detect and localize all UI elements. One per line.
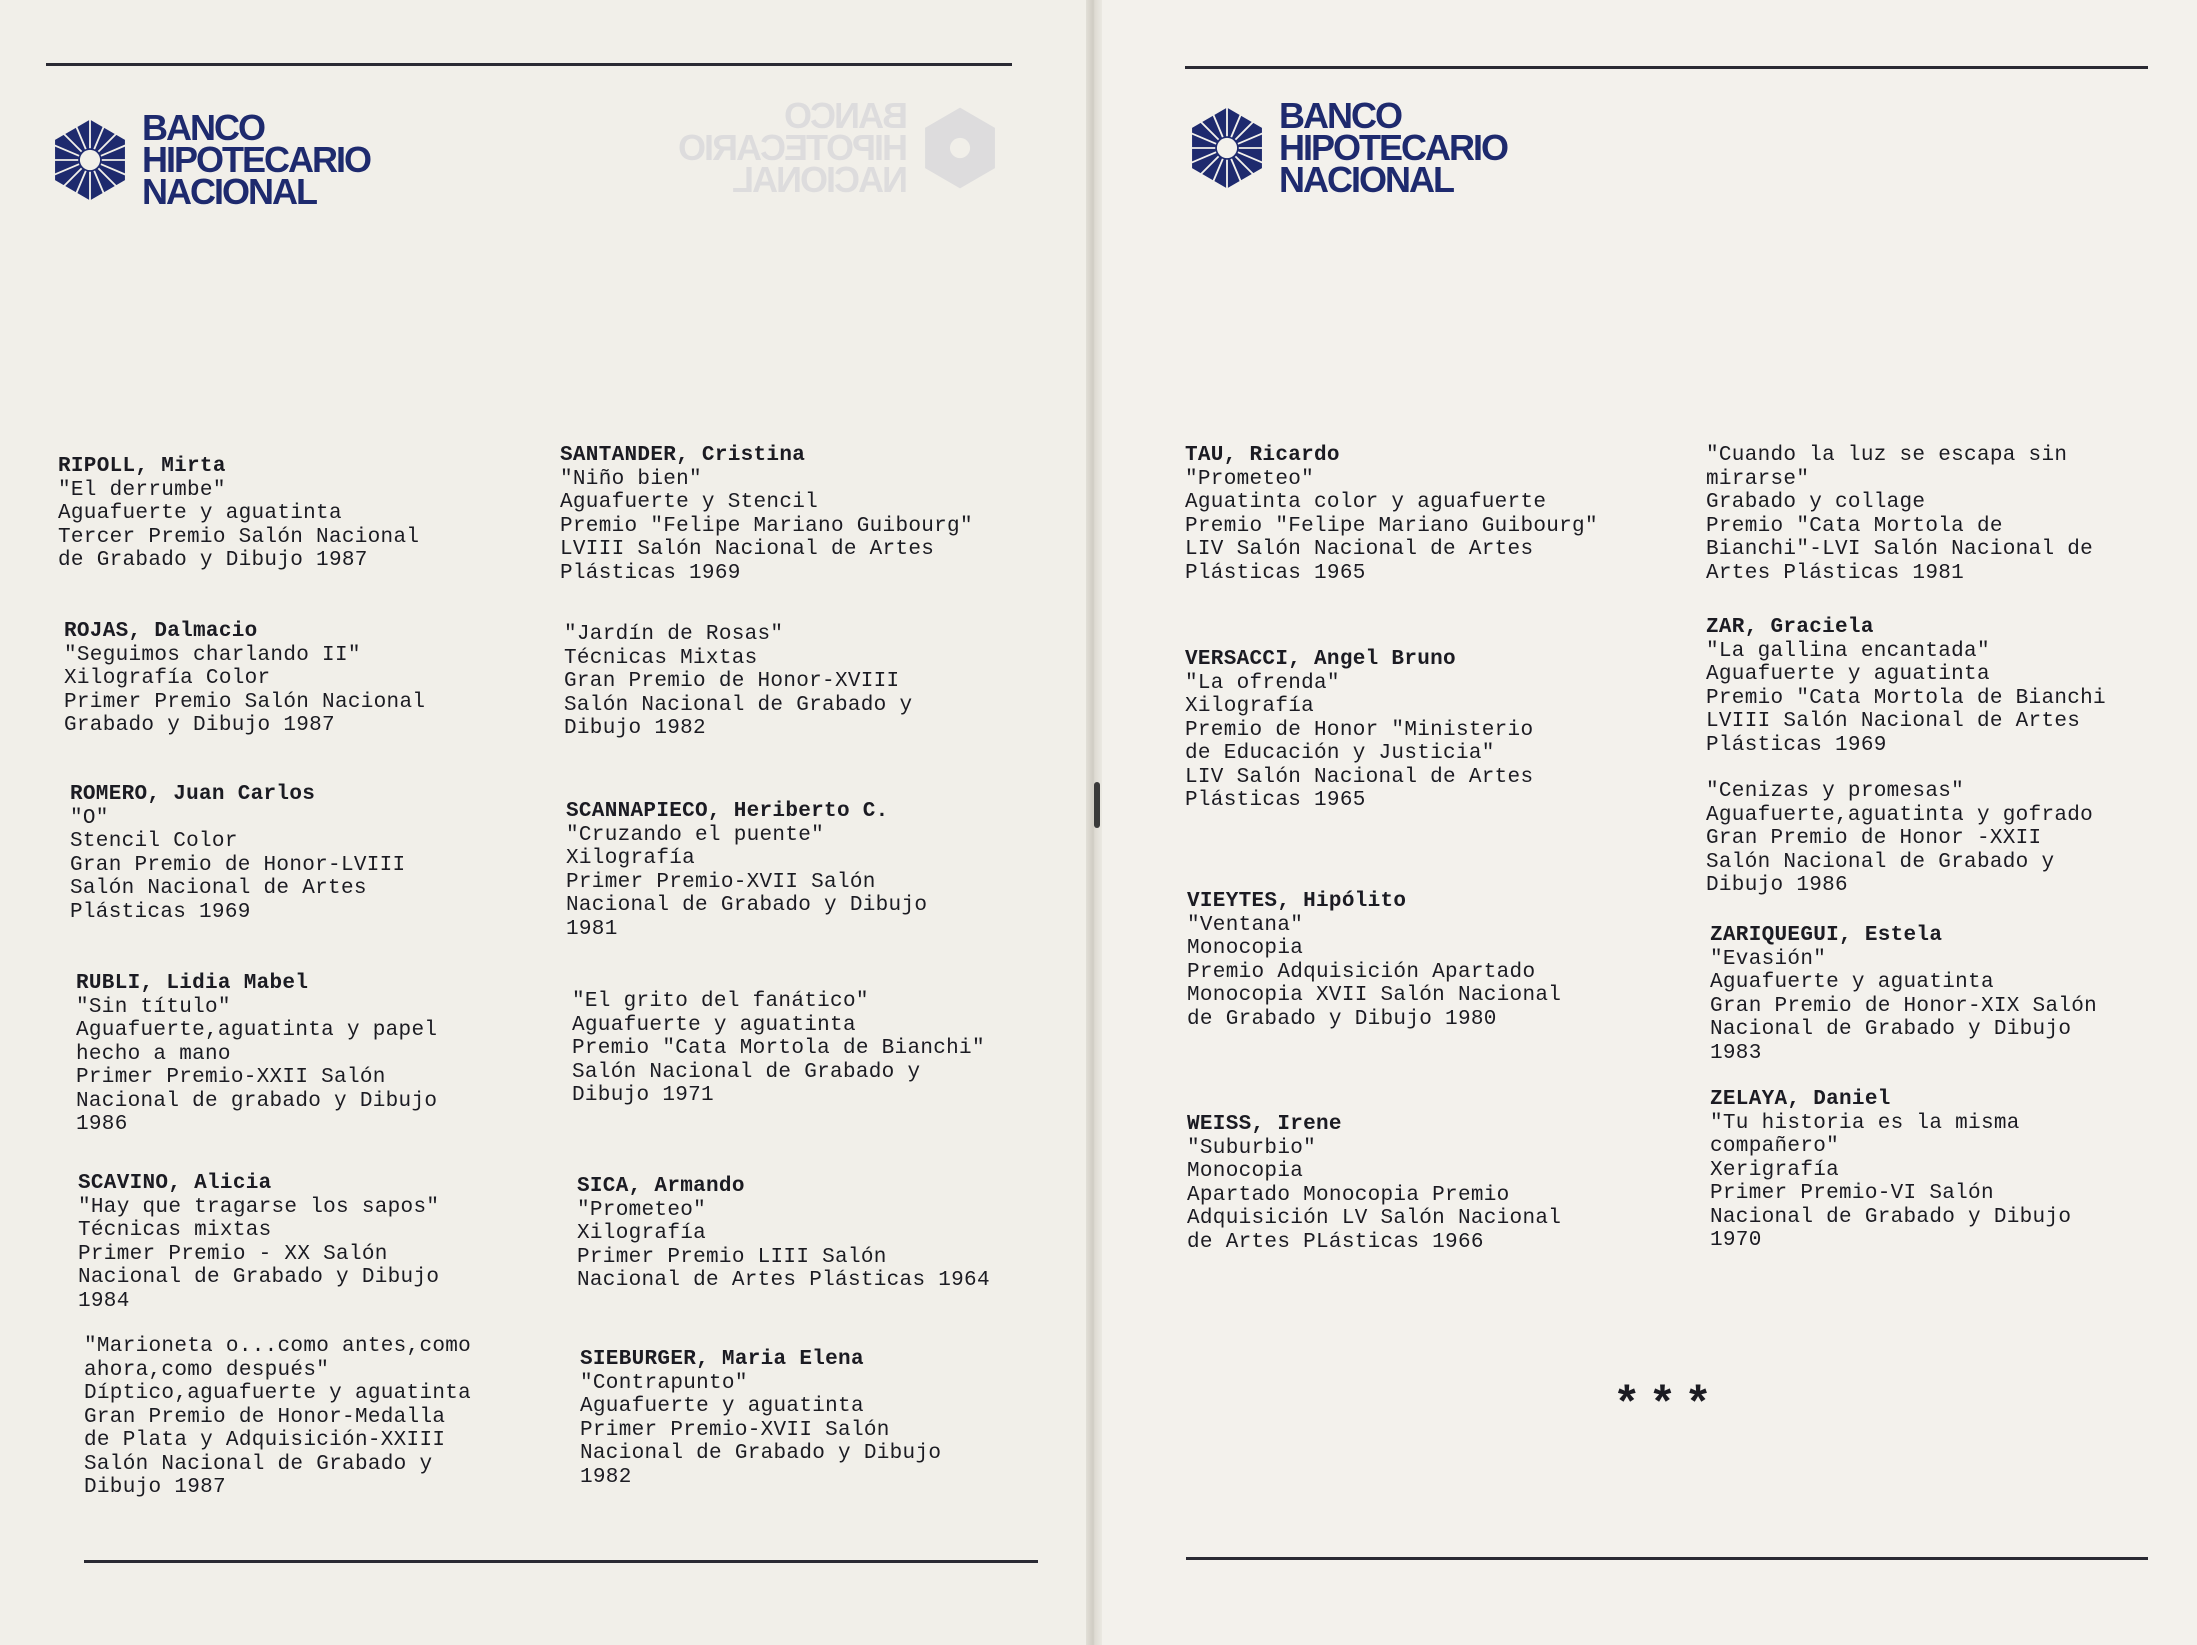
entry-line: Stencil Color <box>70 830 238 853</box>
artist-name: ZARIQUEGUI, Estela <box>1710 924 1943 947</box>
logo-line-2: HIPOTECARIO <box>1279 127 1508 168</box>
entry-line: Bianchi"-LVI Salón Nacional de <box>1706 538 2094 561</box>
entry-line: Grabado y Dibujo 1987 <box>64 714 335 737</box>
entry-line: Nacional de Grabado y Dibujo <box>1710 1205 2072 1229</box>
entry-line: Técnicas Mixtas <box>564 646 758 670</box>
artist-entry <box>1710 924 2097 1065</box>
entry-line: Plásticas 1969 <box>560 561 741 585</box>
entry-line: de Artes PLásticas 1966 <box>1187 1230 1484 1254</box>
entry-line: Monocopia <box>1187 1160 1304 1183</box>
artist-entry <box>1710 1088 2071 1253</box>
entry-line: Primer Premio - XX Salón <box>78 1242 388 1266</box>
entry-line: Primer Premio-XXII Salón <box>76 1066 386 1089</box>
entry-line: "Marioneta o...como antes,como <box>84 1335 472 1358</box>
artist-name: RIPOLL, Mirta <box>58 455 226 478</box>
entry-line: Nacional de Grabado y Dibujo <box>1710 1018 2072 1041</box>
logo-line-1: BANCO <box>1279 95 1401 136</box>
entry-line: Tercer Premio Salón Nacional <box>58 525 420 549</box>
entry-line: Aguafuerte,aguatinta y gofrado <box>1706 803 2094 827</box>
artist-name: SANTANDER, Cristina <box>560 444 806 467</box>
entry-line: Nacional de Grabado y Dibujo <box>78 1266 440 1289</box>
entry-line: 1986 <box>76 1113 128 1136</box>
entry-line: Plásticas 1969 <box>70 900 251 924</box>
ghost-line-3: NACIONAL <box>734 159 909 200</box>
artist-entry <box>64 620 425 738</box>
entry-line: "Cuando la luz se escapa sin <box>1706 444 2068 467</box>
entry-line: Primer Premio-XVII Salón <box>580 1418 890 1442</box>
artist-entry <box>76 972 437 1137</box>
entry-line: de Plata y Adquisición-XXIII <box>84 1429 446 1452</box>
artist-entry <box>566 800 927 941</box>
ghost-line-1: BANCO <box>786 95 909 136</box>
entry-line: Premio de Honor "Ministerio <box>1185 718 1534 742</box>
entry-line: Salón Nacional de Grabado y <box>572 1060 921 1084</box>
entry-line: Premio "Felipe Mariano Guibourg" <box>1185 514 1598 538</box>
artist-entry <box>1706 780 2093 898</box>
artist-name: VIEYTES, Hipólito <box>1187 890 1407 913</box>
bottom-rule-left <box>84 1560 1038 1563</box>
entry-line: Primer Premio LIII Salón <box>577 1245 887 1269</box>
entry-line: Aguafuerte y aguatinta <box>58 502 342 525</box>
bank-logo-left <box>48 107 371 212</box>
entry-line: "El derrumbe" <box>58 478 226 502</box>
artist-entry <box>577 1175 990 1293</box>
entry-line: ahora,como después" <box>84 1358 330 1382</box>
entry-line: "Prometeo" <box>1185 467 1315 491</box>
entry-line: Díptico,aguafuerte y aguatinta <box>84 1382 472 1405</box>
entry-line: Nacional de Artes Plásticas 1964 <box>577 1269 990 1292</box>
artist-name: SCAVINO, Alicia <box>78 1172 272 1195</box>
entry-line: Aguafuerte,aguatinta y papel <box>76 1019 438 1042</box>
entry-line: 1983 <box>1710 1041 1762 1065</box>
entry-line: Xilografía <box>577 1222 707 1245</box>
sunburst-logo-icon <box>48 118 132 202</box>
artist-name: ROJAS, Dalmacio <box>64 620 258 643</box>
top-rule-left <box>46 63 1012 66</box>
entry-line: "Hay que tragarse los sapos" <box>78 1195 440 1219</box>
entry-line: hecho a mano <box>76 1042 231 1066</box>
entry-line: compañero" <box>1710 1135 1840 1158</box>
artist-entry <box>70 783 405 924</box>
entry-line: "Jardín de Rosas" <box>564 623 784 646</box>
sunburst-logo-icon <box>1185 106 1269 190</box>
entry-line: "Contrapunto" <box>580 1371 748 1395</box>
end-mark: *** <box>1613 1380 1720 1432</box>
artist-name: ROMERO, Juan Carlos <box>70 783 316 806</box>
artist-name: SIEBURGER, Maria Elena <box>580 1348 864 1371</box>
entry-line: LVIII Salón Nacional de Artes <box>1706 710 2081 733</box>
logo-line-3: NACIONAL <box>1279 159 1453 200</box>
entry-line: "La gallina encantada" <box>1706 639 1990 663</box>
entry-line: Gran Premio de Honor-LVIII <box>70 853 406 877</box>
entry-line: Monocopia XVII Salón Nacional <box>1187 984 1562 1007</box>
entry-line: "O" <box>70 806 109 830</box>
entry-line: "Prometeo" <box>577 1198 707 1222</box>
entry-line: "El grito del fanático" <box>572 990 869 1013</box>
entry-line: LIV Salón Nacional de Artes <box>1185 765 1534 789</box>
entry-line: mirarse" <box>1706 467 1810 491</box>
artist-entry <box>1185 444 1598 585</box>
entry-line: Premio Adquisición Apartado <box>1187 960 1536 984</box>
entry-line: Plásticas 1965 <box>1185 561 1366 585</box>
staple <box>1094 782 1100 828</box>
artist-entry <box>564 623 912 741</box>
artist-name: ZELAYA, Daniel <box>1710 1088 1891 1111</box>
entry-line: Gran Premio de Honor -XXII <box>1706 827 2042 850</box>
entry-line: de Grabado y Dibujo 1987 <box>58 549 368 572</box>
entry-line: Adquisición LV Salón Nacional <box>1187 1207 1562 1230</box>
entry-line: Xilografía Color <box>64 667 271 690</box>
artist-entry <box>84 1335 471 1500</box>
entry-line: Nacional de Grabado y Dibujo <box>580 1442 942 1465</box>
artist-entry <box>1187 1113 1561 1254</box>
entry-line: "Sin título" <box>76 995 231 1019</box>
entry-line: Primer Premio Salón Nacional <box>64 690 426 714</box>
entry-line: Técnicas mixtas <box>78 1219 272 1242</box>
entry-line: Salón Nacional de Artes <box>70 877 367 900</box>
entry-line: Aguafuerte y aguatinta <box>580 1395 864 1418</box>
entry-line: Dibujo 1987 <box>84 1476 226 1499</box>
entry-line: Nacional de Grabado y Dibujo <box>566 894 928 917</box>
artist-name: ZAR, Graciela <box>1706 616 1874 639</box>
entry-line: Aguafuerte y aguatinta <box>1706 663 1990 686</box>
entry-line: Gran Premio de Honor-XVIII <box>564 670 900 693</box>
entry-line: "La ofrenda" <box>1185 671 1340 695</box>
logo-line-3: NACIONAL <box>142 171 316 212</box>
artist-name: SCANNAPIECO, Heriberto C. <box>566 800 889 823</box>
entry-line: Plásticas 1969 <box>1706 733 1887 757</box>
artist-name: WEISS, Irene <box>1187 1113 1342 1136</box>
artist-entry <box>1185 648 1533 813</box>
entry-line: Monocopia <box>1187 937 1304 960</box>
entry-line: Plásticas 1965 <box>1185 789 1366 812</box>
entry-line: Xerigrafía <box>1710 1158 1840 1182</box>
artist-name: TAU, Ricardo <box>1185 444 1340 467</box>
entry-line: Premio "Cata Mortola de Bianchi" <box>572 1037 985 1060</box>
entry-line: Aguatinta color y aguafuerte <box>1185 491 1547 514</box>
entry-line: "Cenizas y promesas" <box>1706 780 1965 803</box>
entry-line: Premio "Cata Mortola de <box>1706 514 2003 538</box>
entry-line: de Grabado y Dibujo 1980 <box>1187 1007 1497 1031</box>
entry-line: 1981 <box>566 917 618 941</box>
entry-line: "Seguimos charlando II" <box>64 643 361 667</box>
entry-line: Primer Premio-XVII Salón <box>566 870 876 894</box>
sunburst-ghost-icon <box>918 106 1002 190</box>
artist-name: RUBLI, Lidia Mabel <box>76 972 309 995</box>
artist-name: VERSACCI, Angel Bruno <box>1185 648 1456 671</box>
entry-line: Apartado Monocopia Premio <box>1187 1183 1510 1207</box>
entry-line: Aguafuerte y aguatinta <box>572 1013 856 1037</box>
entry-line: Aguafuerte y Stencil <box>560 491 819 514</box>
artist-entry <box>560 444 973 585</box>
artist-entry <box>1706 616 2106 757</box>
bank-logo-right <box>1185 95 1508 200</box>
artist-name: SICA, Armando <box>577 1175 745 1198</box>
entry-line: Dibujo 1986 <box>1706 874 1848 897</box>
entry-line: Gran Premio de Honor-Medalla <box>84 1405 446 1429</box>
artist-entry <box>1706 444 2093 585</box>
entry-line: 1970 <box>1710 1229 1762 1252</box>
entry-line: "Evasión" <box>1710 947 1827 971</box>
entry-line: LVIII Salón Nacional de Artes <box>560 538 935 561</box>
entry-line: "Cruzando el puente" <box>566 823 825 847</box>
entry-line: Premio "Felipe Mariano Guibourg" <box>560 514 973 538</box>
artist-entry <box>78 1172 439 1313</box>
entry-line: "Niño bien" <box>560 467 702 491</box>
entry-line: Artes Plásticas 1981 <box>1706 561 1965 585</box>
bottom-rule-right <box>1186 1557 2148 1560</box>
top-rule-right <box>1185 66 2148 69</box>
artist-entry <box>1187 890 1561 1031</box>
entry-line: "Ventana" <box>1187 913 1304 937</box>
entry-line: Aguafuerte y aguatinta <box>1710 971 1994 994</box>
entry-line: "Tu historia es la misma <box>1710 1111 2020 1135</box>
entry-line: Salón Nacional de Grabado y <box>84 1452 433 1476</box>
artist-entry <box>580 1348 941 1489</box>
entry-line: 1984 <box>78 1289 130 1313</box>
entry-line: "Suburbio" <box>1187 1136 1317 1160</box>
logo-line-1: BANCO <box>142 107 264 148</box>
artist-entry <box>58 455 419 573</box>
entry-line: Xilografía <box>566 847 696 870</box>
entry-line: Dibujo 1982 <box>564 717 706 740</box>
ghost-line-2: HIPOTECARIO <box>680 127 909 168</box>
entry-line: Salón Nacional de Grabado y <box>1706 850 2055 874</box>
entry-line: 1982 <box>580 1465 632 1489</box>
artist-entry <box>572 990 985 1108</box>
bleed-through-logo <box>680 95 1002 200</box>
entry-line: Grabado y collage <box>1706 491 1926 514</box>
logo-line-2: HIPOTECARIO <box>142 139 371 180</box>
entry-line: de Educación y Justicia" <box>1185 742 1495 765</box>
entry-line: Primer Premio-VI Salón <box>1710 1182 1994 1205</box>
entry-line: Salón Nacional de Grabado y <box>564 693 913 717</box>
entry-line: LIV Salón Nacional de Artes <box>1185 538 1534 561</box>
entry-line: Xilografía <box>1185 695 1315 718</box>
entry-line: Nacional de grabado y Dibujo <box>76 1089 438 1113</box>
entry-line: Gran Premio de Honor-XIX Salón <box>1710 994 2098 1018</box>
entry-line: Premio "Cata Mortola de Bianchi <box>1706 686 2106 710</box>
entry-line: Dibujo 1971 <box>572 1084 714 1107</box>
